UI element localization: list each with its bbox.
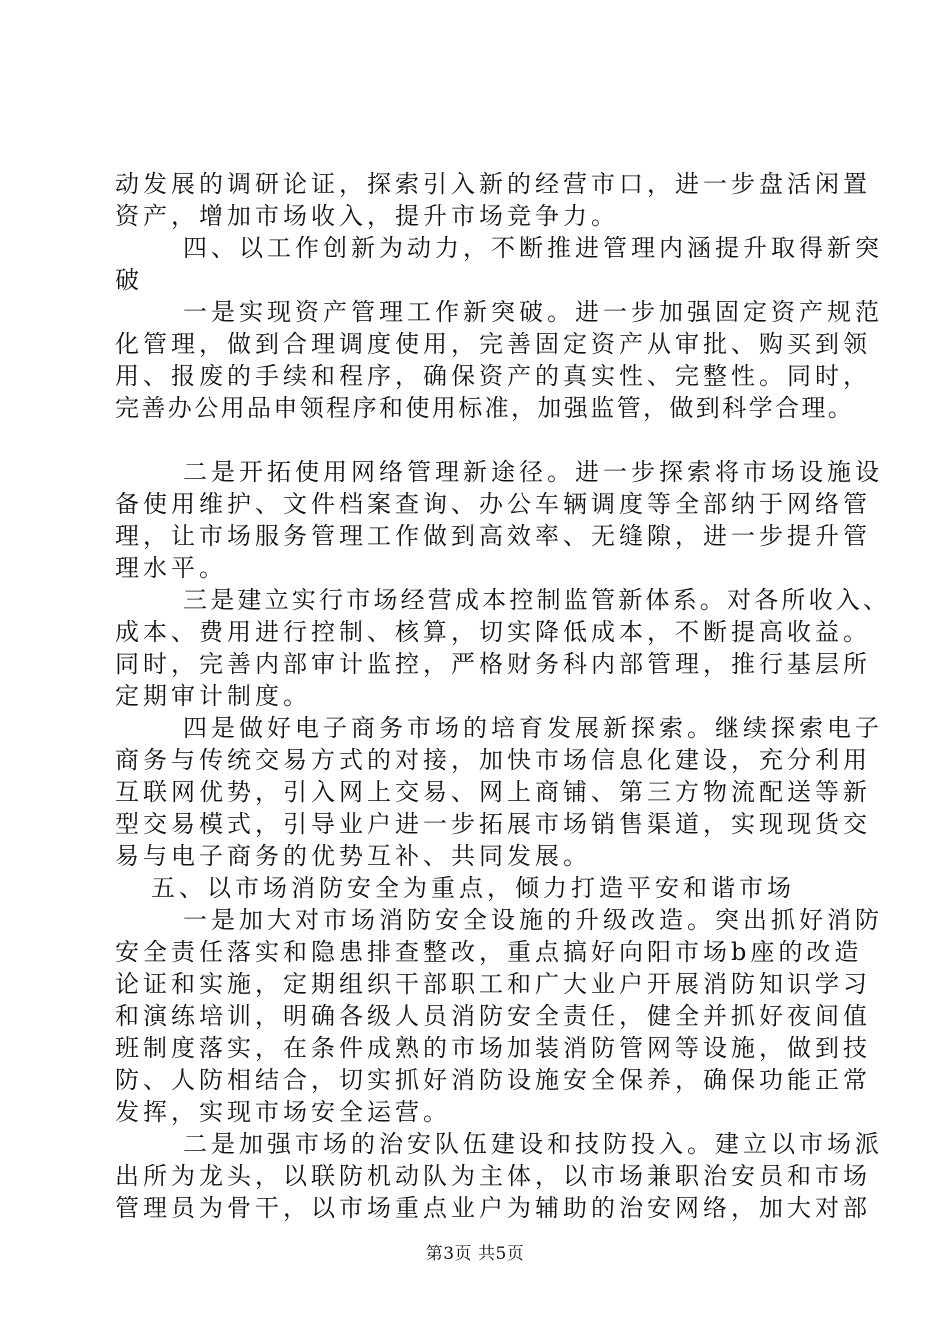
text-line: 发挥，实现市场安全运营。 (115, 1098, 451, 1126)
text-line: 和演练培训，明确各级人员消防安全责任，健全并抓好夜间值 (115, 1002, 871, 1030)
text-line: 出所为龙头，以联防机动队为主体，以市场兼职治安员和市场 (115, 1162, 871, 1190)
text-line: 互联网优势，引入网上交易、网上商铺、第三方物流配送等新 (115, 778, 871, 806)
section-heading-cont: 破 (115, 266, 143, 294)
section-heading: 四、以工作创新为动力，不断推进管理内涵提升取得新突 (183, 234, 883, 262)
page-number-footer: 第3页 共5页 (425, 1244, 525, 1264)
text-line: 成本、费用进行控制、核算，切实降低成本，不断提高收益。 (115, 618, 871, 646)
text-line: 安全责任落实和隐患排查整改，重点搞好向阳市场b座的改造 (115, 938, 863, 966)
text-line: 四是做好电子商务市场的培育发展新探索。继续探索电子 (183, 714, 883, 742)
text-line: 易与电子商务的优势互补、共同发展。 (115, 842, 591, 870)
text-line: 完善办公用品申领程序和使用标准，加强监管，做到科学合理。 (115, 394, 855, 422)
section-heading: 五、以市场消防安全为重点，倾力打造平安和谐市场 (151, 874, 795, 902)
text-line: 二是开拓使用网络管理新途径。进一步探索将市场设施设 (183, 458, 883, 486)
text-line: 班制度落实，在条件成熟的市场加装消防管网等设施，做到技 (115, 1034, 871, 1062)
text-line: 定期审计制度。 (115, 682, 311, 710)
text-line: 三是建立实行市场经营成本控制监管新体系。对各所收入、 (183, 586, 891, 614)
text-line: 防、人防相结合，切实抓好消防设施安全保养，确保功能正常 (115, 1066, 871, 1094)
text-line: 资产，增加市场收入，提升市场竞争力。 (115, 202, 619, 230)
paragraph-gap (115, 424, 840, 456)
text-line: 型交易模式，引导业户进一步拓展市场销售渠道，实现现货交 (115, 810, 871, 838)
text-line: 论证和实施，定期组织干部职工和广大业户开展消防知识学习 (115, 970, 871, 998)
text-line: 理水平。 (115, 554, 227, 582)
text-line: 备使用维护、文件档案查询、办公车辆调度等全部纳于网络管 (115, 490, 871, 518)
text-line: 管理员为骨干，以市场重点业户为辅助的治安网络，加大对部 (115, 1194, 871, 1222)
document-body (115, 168, 891, 1224)
text-line: 一是实现资产管理工作新突破。进一步加强固定资产规范 (183, 298, 883, 326)
text-line: 二是加强市场的治安队伍建设和技防投入。建立以市场派 (183, 1130, 883, 1158)
text-line: 用、报废的手续和程序，确保资产的真实性、完整性。同时， (115, 362, 871, 390)
text-line: 一是加大对市场消防安全设施的升级改造。突出抓好消防 (183, 906, 883, 934)
text-line: 化管理，做到合理调度使用，完善固定资产从审批、购买到领 (115, 330, 871, 358)
text-line: 理，让市场服务管理工作做到高效率、无缝隙，进一步提升管 (115, 522, 871, 550)
text-line: 同时，完善内部审计监控，严格财务科内部管理，推行基层所 (115, 650, 871, 678)
text-line: 动发展的调研论证，探索引入新的经营市口，进一步盘活闲置 (115, 170, 871, 198)
text-line: 商务与传统交易方式的对接，加快市场信息化建设，充分利用 (115, 746, 871, 774)
